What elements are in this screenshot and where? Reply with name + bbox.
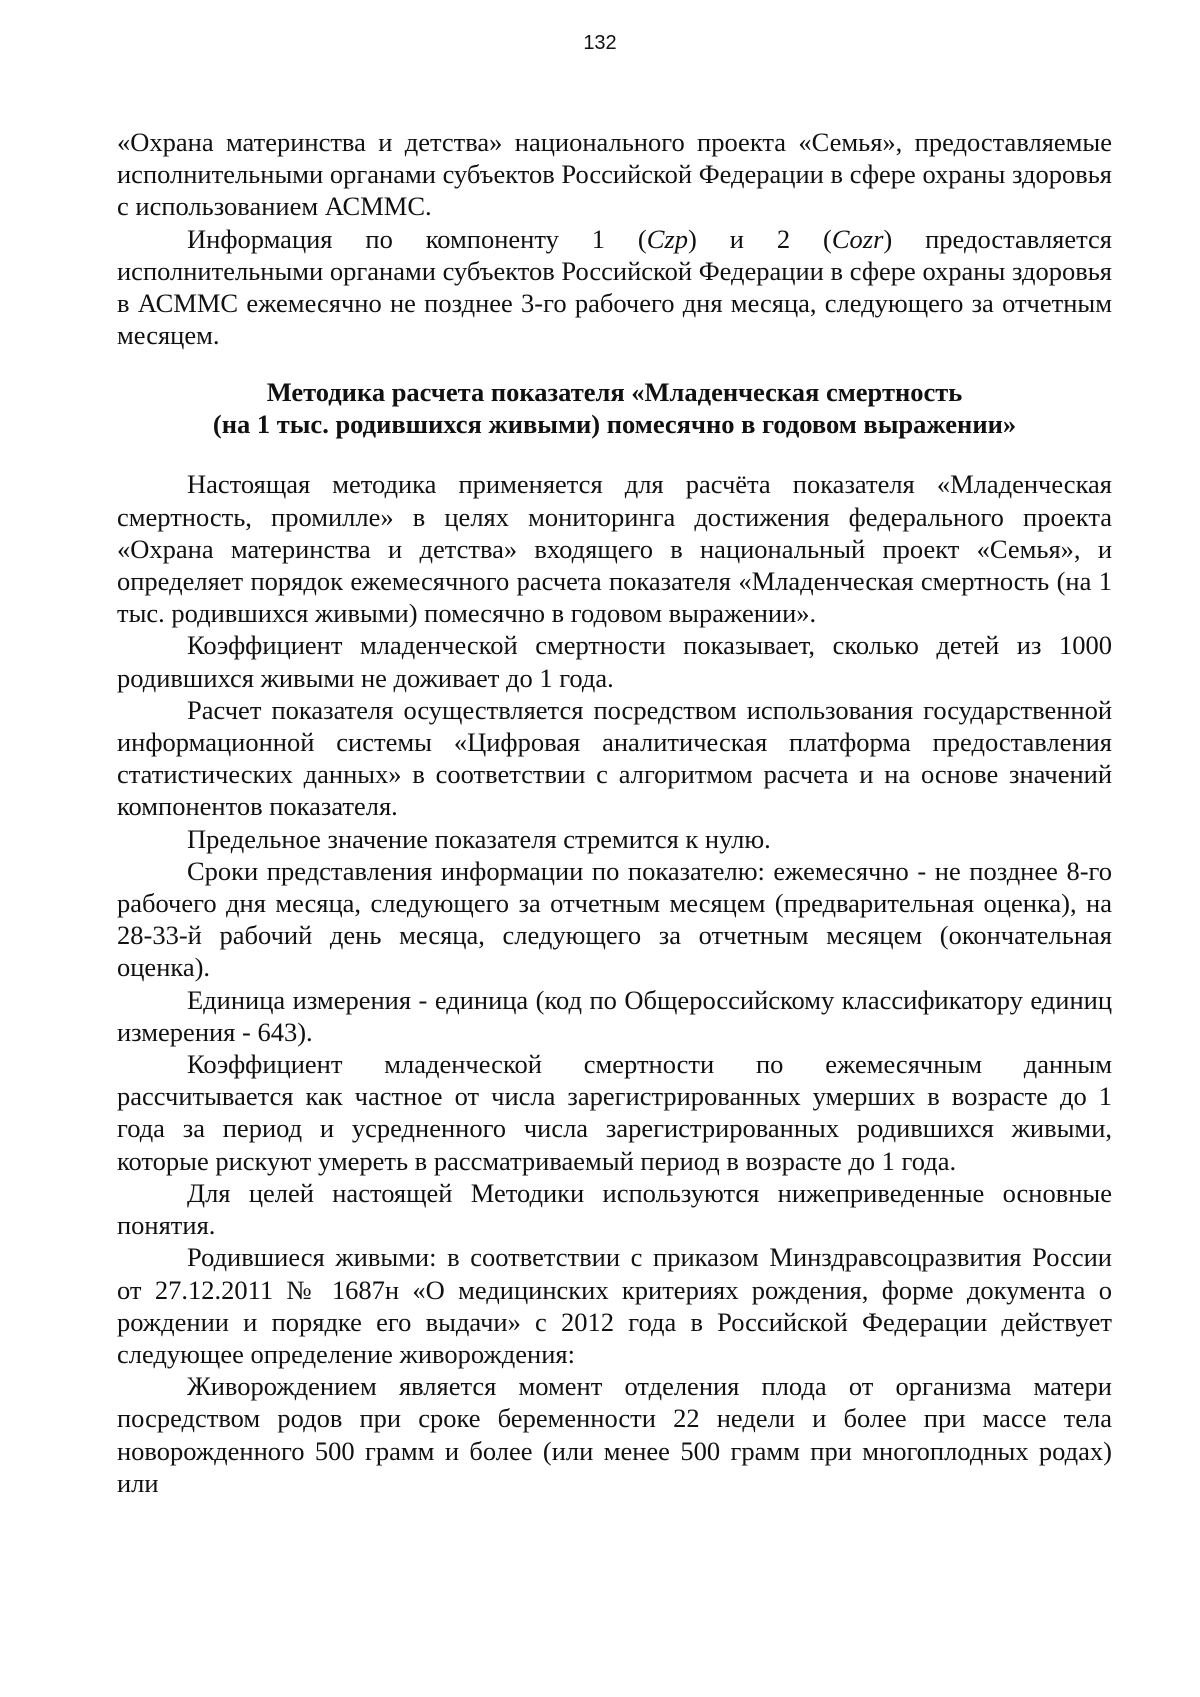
intro-paragraph-2 — [117, 223, 1112, 352]
body-paragraph: Настоящая методика применяется для расчёта показателя «Младенческая смертность, промилле» в целях мониторинга достижения федерального проекта «Охрана материнства и детства» входящего в национальный проект «Семья», и определяет порядок ежемесячного расчета показателя «Младенческая смертность (на 1 тыс. родившихся живыми) помесячно в годовом выражении». — [117, 469, 1112, 629]
intro-paragraph-1: «Охрана материнства и детства» национального проекта «Семья», предоставляемые исполнительными органами субъектов Российской Федерации в сфере охраны здоровья с использованием АСММС. — [117, 127, 1112, 222]
intro-p2-end: ) предоставляется исполнительными органами субъектов Российской Федерации в сфере охраны здоровья в АСММС ежемесячно не позднее 3-го рабочего дня месяца, следующего за отчетным месяцем. — [117, 223, 1112, 351]
component-czp: Czp — [646, 223, 688, 254]
body-paragraph: Родившиеся живыми: в соответствии с приказом Минздравсоцразвития России от 27.12.2011 № 1687н «О медицинских критериях рождения, форме документа о рождении и порядке его выдачи» с 2012 года в Российской Федерации действует следующее определение живорождения: — [117, 1242, 1112, 1369]
body-paragraph: Для целей настоящей Методики используются нижеприведенные основные понятия. — [117, 1177, 1112, 1241]
component-cozr: Cozr — [831, 223, 884, 254]
body-paragraph: Сроки представления информации по показателю: ежемесячно - не позднее 8-го рабочего дня месяца, следующего за отчетным месяцем (предварительная оценка), на 28-33-й рабочий день месяца, следующего за отчетным месяцем (окончательная оценка). — [117, 855, 1112, 983]
body-paragraph: Расчет показателя осуществляется посредством использования государственной информационной системы «Цифровая аналитическая платформа предоставления статистических данных» в соответствии с алгоритмом расчета и на основе значений компонентов показателя. — [117, 694, 1112, 822]
section-heading — [117, 376, 1112, 440]
body-paragraph: Коэффициент младенческой смертности по ежемесячным данным рассчитывается как частное от числа зарегистрированных умерших в возрасте до 1 года за период и усредненного числа зарегистрированных родившихся живыми, которые рискуют умереть в рассматриваемый период в возрасте до 1 года. — [117, 1049, 1112, 1176]
body-paragraph: Живорождением является момент отделения плода от организма матери посредством родов при сроке беременности 22 недели и более при массе тела новорожденного 500 грамм и более (или менее 500 грамм при многоплодных родах) или — [117, 1371, 1112, 1498]
body-paragraph: Единица измерения - единица (код по Общероссийскому классификатору единиц измерения - 643). — [117, 984, 1112, 1047]
body-paragraph: Предельное значение показателя стремится к нулю. — [187, 823, 771, 854]
body-paragraph: Коэффициент младенческой смертности показывает, сколько детей из 1000 родившихся живыми не доживает до 1 года. — [117, 630, 1112, 693]
intro-p2-mid: ) и 2 ( — [688, 223, 832, 254]
section-heading-line-1: Методика расчета показателя «Младенческая смертность — [266, 377, 963, 408]
intro-p2-start: Информация по компоненту 1 ( — [187, 223, 647, 254]
section-heading-line-2: (на 1 тыс. родившихся живыми) помесячно в годовом выражении» — [212, 409, 1017, 440]
document-body — [117, 126, 1112, 1499]
page-number: 132 — [583, 32, 617, 54]
